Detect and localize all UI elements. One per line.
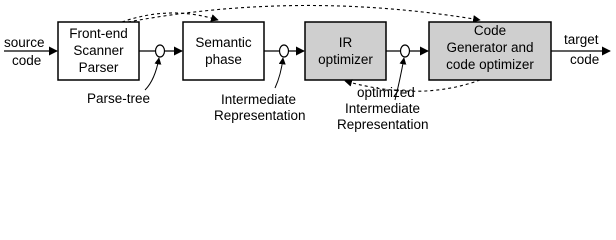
- code-label: Code: [473, 23, 507, 38]
- semantic-phase-box: [183, 22, 264, 80]
- parse-tree-label: Parse-tree: [87, 91, 151, 106]
- dashed-arrow-frontend-to-codegen: [128, 5, 480, 22]
- target-code-label: code: [570, 52, 600, 67]
- source-code-label: source: [4, 35, 45, 50]
- ir-label-line1: Intermediate: [221, 92, 297, 107]
- phase-label: phase: [205, 52, 242, 67]
- code-optimizer-label: code optimizer: [446, 57, 534, 72]
- source-code-label: code: [12, 53, 42, 68]
- ir-pointer: [275, 58, 283, 88]
- scanner-label: Scanner: [73, 43, 124, 58]
- semantic-label: Semantic: [195, 35, 252, 50]
- ir-optimizer-box: [305, 22, 386, 80]
- ir-label-line2: Representation: [214, 108, 306, 123]
- frontend-label: Front-end: [69, 26, 128, 41]
- optimized-ir-label-line1: optimized: [357, 85, 415, 100]
- optimized-ir-connector: [401, 45, 410, 57]
- parser-label: Parser: [78, 60, 119, 75]
- optimized-ir-label-line2: Intermediate: [345, 101, 421, 116]
- target-code-label: target: [564, 32, 599, 47]
- parse-tree-connector: [156, 45, 165, 57]
- parse-tree-pointer: [145, 58, 159, 90]
- ir-label: IR: [338, 35, 353, 50]
- optimized-ir-label-line3: Representation: [337, 117, 429, 132]
- optimizer-label: optimizer: [318, 52, 373, 67]
- generator-and-label: Generator and: [446, 40, 534, 55]
- ir-connector: [280, 45, 289, 57]
